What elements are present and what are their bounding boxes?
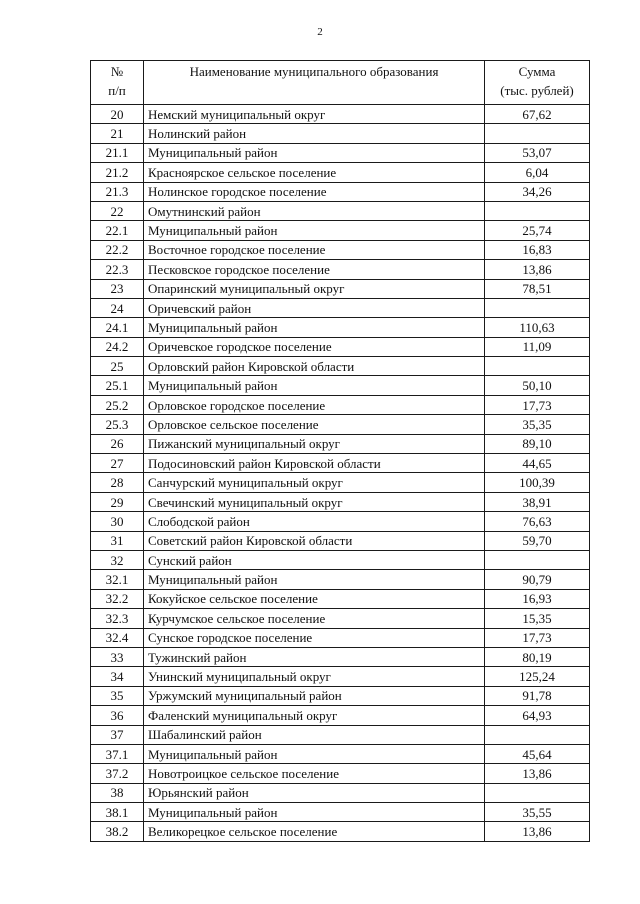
row-number: 36 — [91, 706, 144, 725]
row-number: 32.2 — [91, 589, 144, 608]
table-row — [91, 764, 590, 783]
row-name: Сунский район — [144, 550, 485, 569]
table-row — [91, 434, 590, 453]
row-sum: 16,83 — [485, 240, 590, 259]
row-number: 26 — [91, 434, 144, 453]
row-sum — [485, 357, 590, 376]
row-name: Муниципальный район — [144, 803, 485, 822]
row-sum: 90,79 — [485, 570, 590, 589]
table-row — [91, 512, 590, 531]
row-sum: 50,10 — [485, 376, 590, 395]
row-name: Нолинское городское поселение — [144, 182, 485, 201]
page-number: 2 — [317, 26, 323, 38]
header-number-line1: № — [110, 64, 124, 79]
row-sum — [485, 783, 590, 802]
row-number: 38 — [91, 783, 144, 802]
row-number: 23 — [91, 279, 144, 298]
row-name: Нолинский район — [144, 124, 485, 143]
table-row — [91, 376, 590, 395]
row-number: 27 — [91, 454, 144, 473]
header-name: Наименование муниципального образования — [144, 61, 485, 105]
row-name: Шабалинский район — [144, 725, 485, 744]
table-row — [91, 822, 590, 841]
row-sum: 59,70 — [485, 531, 590, 550]
row-sum: 13,86 — [485, 260, 590, 279]
table-row — [91, 550, 590, 569]
table-row — [91, 337, 590, 356]
row-number: 28 — [91, 473, 144, 492]
table-row — [91, 492, 590, 511]
row-name: Песковское городское поселение — [144, 260, 485, 279]
row-name: Слободской район — [144, 512, 485, 531]
row-sum: 76,63 — [485, 512, 590, 531]
row-number: 32.1 — [91, 570, 144, 589]
table-row — [91, 182, 590, 201]
row-sum — [485, 550, 590, 569]
table-row — [91, 667, 590, 686]
row-sum: 110,63 — [485, 318, 590, 337]
row-sum: 91,78 — [485, 686, 590, 705]
row-number: 33 — [91, 647, 144, 666]
table-row — [91, 221, 590, 240]
row-sum: 25,74 — [485, 221, 590, 240]
row-sum: 38,91 — [485, 492, 590, 511]
row-number: 37 — [91, 725, 144, 744]
table-row — [91, 744, 590, 763]
row-name: Немский муниципальный округ — [144, 105, 485, 124]
row-sum: 13,86 — [485, 822, 590, 841]
row-name: Орловское сельское поселение — [144, 415, 485, 434]
table-row — [91, 647, 590, 666]
table-row — [91, 609, 590, 628]
row-name: Тужинский район — [144, 647, 485, 666]
row-name: Сунское городское поселение — [144, 628, 485, 647]
table-row — [91, 628, 590, 647]
row-sum: 78,51 — [485, 279, 590, 298]
table-row — [91, 143, 590, 162]
table-row — [91, 318, 590, 337]
municipal-sums-table — [90, 60, 590, 842]
header-number-line2: п/п — [108, 83, 126, 98]
row-number: 25.1 — [91, 376, 144, 395]
row-number: 22 — [91, 201, 144, 220]
row-sum: 44,65 — [485, 454, 590, 473]
row-sum: 34,26 — [485, 182, 590, 201]
table-row — [91, 415, 590, 434]
table-row — [91, 357, 590, 376]
row-number: 21.3 — [91, 182, 144, 201]
row-name: Кокуйское сельское поселение — [144, 589, 485, 608]
row-number: 20 — [91, 105, 144, 124]
table-row — [91, 240, 590, 259]
row-number: 24.1 — [91, 318, 144, 337]
row-sum — [485, 201, 590, 220]
table-row — [91, 570, 590, 589]
row-number: 32.4 — [91, 628, 144, 647]
table-row — [91, 395, 590, 414]
row-number: 38.2 — [91, 822, 144, 841]
table-row — [91, 783, 590, 802]
row-sum: 67,62 — [485, 105, 590, 124]
row-name: Курчумское сельское поселение — [144, 609, 485, 628]
table-row — [91, 124, 590, 143]
row-number: 22.2 — [91, 240, 144, 259]
table-row — [91, 725, 590, 744]
header-sum-line1: Сумма — [518, 64, 556, 79]
table-row — [91, 686, 590, 705]
row-name: Оричевский район — [144, 298, 485, 317]
row-sum: 80,19 — [485, 647, 590, 666]
row-name: Великорецкое сельское поселение — [144, 822, 485, 841]
row-name: Свечинский муниципальный округ — [144, 492, 485, 511]
row-sum: 89,10 — [485, 434, 590, 453]
row-sum: 35,55 — [485, 803, 590, 822]
row-name: Санчурский муниципальный округ — [144, 473, 485, 492]
header-row — [91, 61, 590, 105]
row-number: 21.1 — [91, 143, 144, 162]
row-number: 29 — [91, 492, 144, 511]
row-name: Новотроицкое сельское поселение — [144, 764, 485, 783]
row-number: 21 — [91, 124, 144, 143]
table-row — [91, 201, 590, 220]
row-name: Орловское городское поселение — [144, 395, 485, 414]
table-row — [91, 454, 590, 473]
row-sum — [485, 124, 590, 143]
row-name: Муниципальный район — [144, 318, 485, 337]
row-number: 22.3 — [91, 260, 144, 279]
table-row — [91, 473, 590, 492]
row-name: Орловский район Кировской области — [144, 357, 485, 376]
row-number: 35 — [91, 686, 144, 705]
row-sum: 13,86 — [485, 764, 590, 783]
row-number: 31 — [91, 531, 144, 550]
row-number: 37.1 — [91, 744, 144, 763]
row-name: Муниципальный район — [144, 744, 485, 763]
row-name: Опаринский муниципальный округ — [144, 279, 485, 298]
row-name: Пижанский муниципальный округ — [144, 434, 485, 453]
row-number: 24 — [91, 298, 144, 317]
header-sum-line2: (тыс. рублей) — [500, 83, 574, 98]
row-number: 22.1 — [91, 221, 144, 240]
row-sum — [485, 725, 590, 744]
row-number: 25.2 — [91, 395, 144, 414]
table-row — [91, 589, 590, 608]
row-number: 25.3 — [91, 415, 144, 434]
row-sum: 35,35 — [485, 415, 590, 434]
header-number — [91, 61, 144, 105]
row-number: 25 — [91, 357, 144, 376]
row-sum: 45,64 — [485, 744, 590, 763]
row-number: 32.3 — [91, 609, 144, 628]
row-name: Муниципальный район — [144, 221, 485, 240]
row-sum: 6,04 — [485, 163, 590, 182]
row-name: Муниципальный район — [144, 570, 485, 589]
table-header — [91, 61, 590, 105]
row-sum: 53,07 — [485, 143, 590, 162]
row-name: Восточное городское поселение — [144, 240, 485, 259]
table-row — [91, 531, 590, 550]
row-name: Оричевское городское поселение — [144, 337, 485, 356]
row-sum: 16,93 — [485, 589, 590, 608]
row-name: Красноярское сельское поселение — [144, 163, 485, 182]
row-number: 32 — [91, 550, 144, 569]
row-sum: 17,73 — [485, 628, 590, 647]
row-number: 30 — [91, 512, 144, 531]
row-name: Омутнинский район — [144, 201, 485, 220]
row-name: Уржумский муниципальный район — [144, 686, 485, 705]
row-sum: 64,93 — [485, 706, 590, 725]
table-row — [91, 298, 590, 317]
row-number: 37.2 — [91, 764, 144, 783]
row-sum: 100,39 — [485, 473, 590, 492]
row-number: 21.2 — [91, 163, 144, 182]
row-number: 24.2 — [91, 337, 144, 356]
row-name: Подосиновский район Кировской области — [144, 454, 485, 473]
row-name: Юрьянский район — [144, 783, 485, 802]
table-body — [91, 105, 590, 842]
table-row — [91, 260, 590, 279]
table-row — [91, 279, 590, 298]
row-name: Муниципальный район — [144, 376, 485, 395]
table-row — [91, 105, 590, 124]
row-sum — [485, 298, 590, 317]
row-sum: 15,35 — [485, 609, 590, 628]
table-row — [91, 803, 590, 822]
row-sum: 17,73 — [485, 395, 590, 414]
row-sum: 125,24 — [485, 667, 590, 686]
table-row — [91, 163, 590, 182]
row-name: Фаленский муниципальный округ — [144, 706, 485, 725]
row-name: Унинский муниципальный округ — [144, 667, 485, 686]
row-name: Муниципальный район — [144, 143, 485, 162]
header-sum — [485, 61, 590, 105]
row-number: 38.1 — [91, 803, 144, 822]
row-name: Советский район Кировской области — [144, 531, 485, 550]
row-number: 34 — [91, 667, 144, 686]
row-sum: 11,09 — [485, 337, 590, 356]
table-row — [91, 706, 590, 725]
